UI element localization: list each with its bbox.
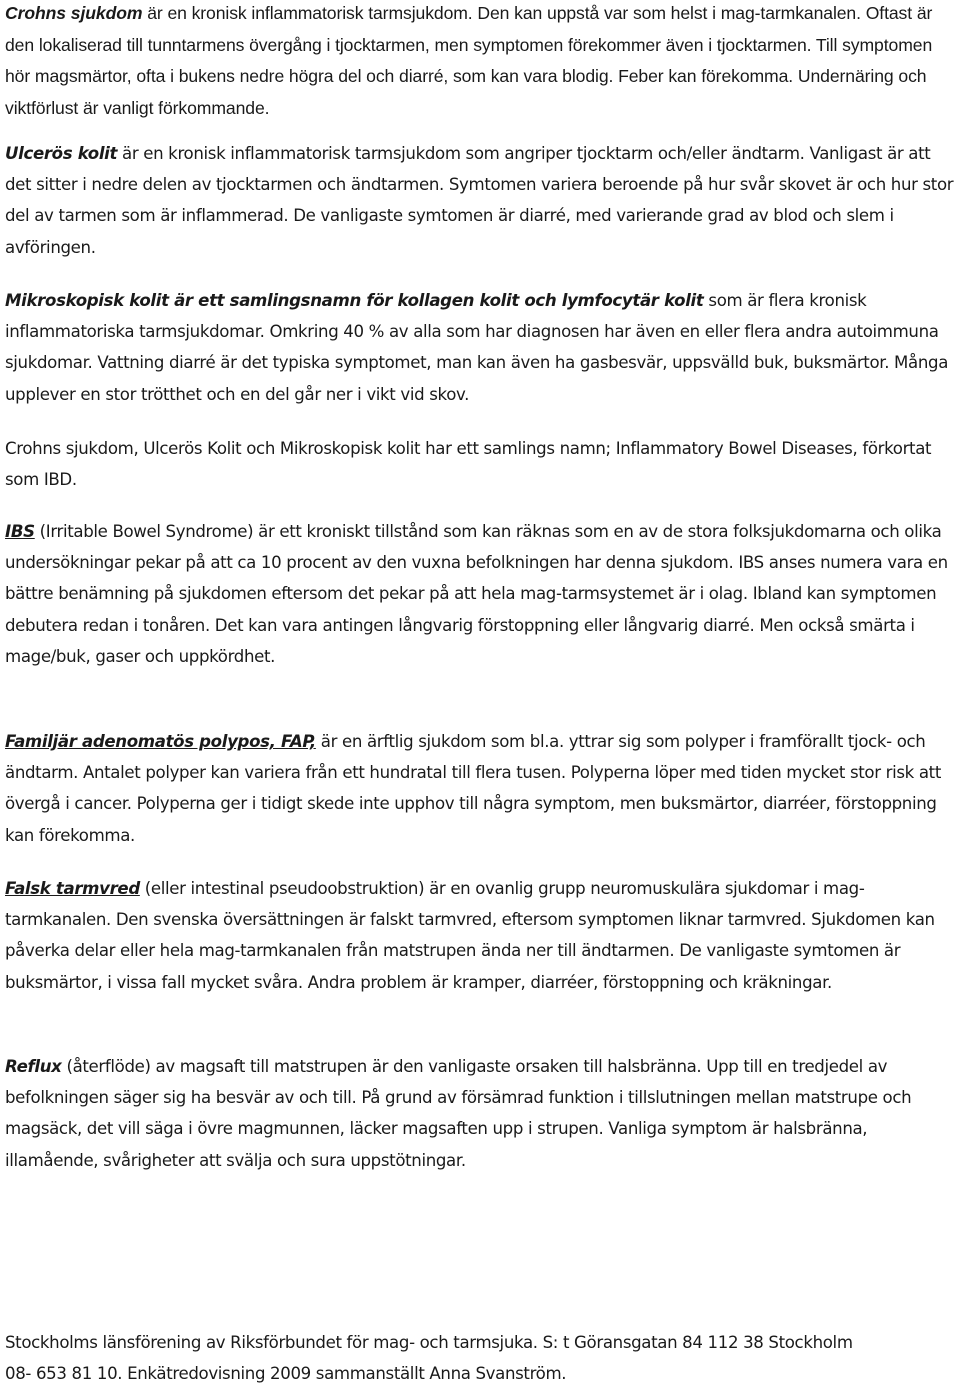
paragraph-text: (Irritable Bowel Syndrome) är ett kroniskt tillstånd som kan räknas som en av de stora folksjukdomarna och olika undersökningar pekar på att ca 10 procent av den vuxna befolkningen har denna sjukdom. IBS anses numera vara en bättre benämning på sjukdomen eftersom det pekar på att hela mag-tarmsystemet är i olag. Ibland kan symptomen debutera redan i tonåren. Det kan vara antingen långvarig förstoppning eller långvarig diarré. Men också smärta i mage/buk, gaser och uppkördhet. <box>5 522 948 666</box>
paragraph-microscopic-colitis <box>5 285 957 410</box>
paragraph-fap <box>5 726 957 851</box>
paragraph-text: är en kronisk inflammatorisk tarmsjukdom. Den kan uppstå var som helst i mag-tarmkanalen. Oftast är den lokaliserad till tunntarmens övergång i tjocktarmen, men symptomen förekommer även i tjocktarmen. Till symptomen hör magsmärtor, ofta i bukens nedre högra del och diarré, som kan vara blodig. Feber kan förekomma. Undernäring och viktförlust är vanligt förkommande. <box>5 3 933 118</box>
paragraph-text: Crohns sjukdom, Ulcerös Kolit och Mikroskopisk kolit har ett samlings namn; Inflammatory Bowel Diseases, förkortat som IBD. <box>5 439 932 490</box>
footer-line-phone: 08- 653 81 10. Enkätredovisning 2009 sammanställt Anna Svanström. <box>5 1364 567 1383</box>
paragraph-ibd <box>5 433 957 495</box>
term-fap: Familjär adenomatös polypos, FAP, <box>5 732 316 751</box>
paragraph-false-volvulus <box>5 873 957 998</box>
term-false-volvulus: Falsk tarmvred <box>5 879 140 898</box>
paragraph-text: (eller intestinal pseudoobstruktion) är en ovanlig grupp neuromuskulära sjukdomar i mag-tarmkanalen. Den svenska översättningen är falskt tarmvred, eftersom symptomen liknar tarmvred. Sjukdomen kan påverka delar eller hela mag-tarmkanalen från matstrupen ända ner till ändtarmen. De vanligaste symtomen är buksmärtor, i vissa fall mycket svåra. Andra problem är kramper, diarréer, förstoppning och kräkningar. <box>5 879 935 992</box>
footer <box>5 1327 957 1389</box>
paragraph-crohns <box>5 0 957 124</box>
paragraph-text: är en kronisk inflammatorisk tarmsjukdom som angriper tjocktarm och/eller ändtarm. Vanligast är att det sitter i nedre delen av tjocktarmen och ändtarmen. Symtomen variera beroende på hur svår skovet är och hur stor del av tarmen som är inflammerad. De vanligaste symtomen är diarré, med varierande grad av blod och slem i avföringen. <box>5 144 954 257</box>
footer-line-address: Stockholms länsförening av Riksförbundet för mag- och tarmsjuka. S: t Göransgatan 84 112 38 Stockholm <box>5 1333 853 1352</box>
paragraph-ulcerous-colitis <box>5 138 957 263</box>
term-ibs: IBS <box>5 522 35 541</box>
term-reflux: Reflux <box>5 1057 62 1076</box>
paragraph-ibs <box>5 516 957 672</box>
paragraph-text: (återflöde) av magsaft till matstrupen är den vanligaste orsaken till halsbränna. Upp till en tredjedel av befolkningen säger sig ha besvär av och till. På grund av försämrad funktion i tillslutningen mellan matstrupe och magsäck, det vill säga i övre magmunnen, läcker magsaften upp i strupen. Vanliga symptom är halsbränna, illamående, svårigheter att svälja och sura uppstötningar. <box>5 1057 912 1170</box>
term-crohns: Crohns sjukdom <box>5 3 143 23</box>
term-ulcerous-colitis: Ulcerös kolit <box>5 144 118 163</box>
term-microscopic-colitis: Mikroskopisk kolit är ett samlingsnamn för kollagen kolit och lymfocytär kolit <box>5 291 704 310</box>
paragraph-text: är en ärftlig sjukdom som bl.a. yttrar sig som polyper i framförallt tjock- och ändtarm. Antalet polyper kan variera från ett hundratal till flera tusen. Polyperna löper med tiden mycket stor risk att övergå i cancer. Polyperna ger i tidigt skede inte upphov till några symptom, men buksmärtor, diarréer, förstoppning kan förekomma. <box>5 732 941 845</box>
paragraph-text: som är flera kronisk inflammatoriska tarmsjukdomar. Omkring 40 % av alla som har diagnosen har även en eller flera andra autoimmuna sjukdomar. Vattning diarré är det typiska symptomet, man kan även ha gasbesvär, uppsvälld buk, buksmärtor. Många upplever en stor trötthet och en del går ner i vikt vid skov. <box>5 291 949 404</box>
paragraph-reflux <box>5 1051 957 1176</box>
